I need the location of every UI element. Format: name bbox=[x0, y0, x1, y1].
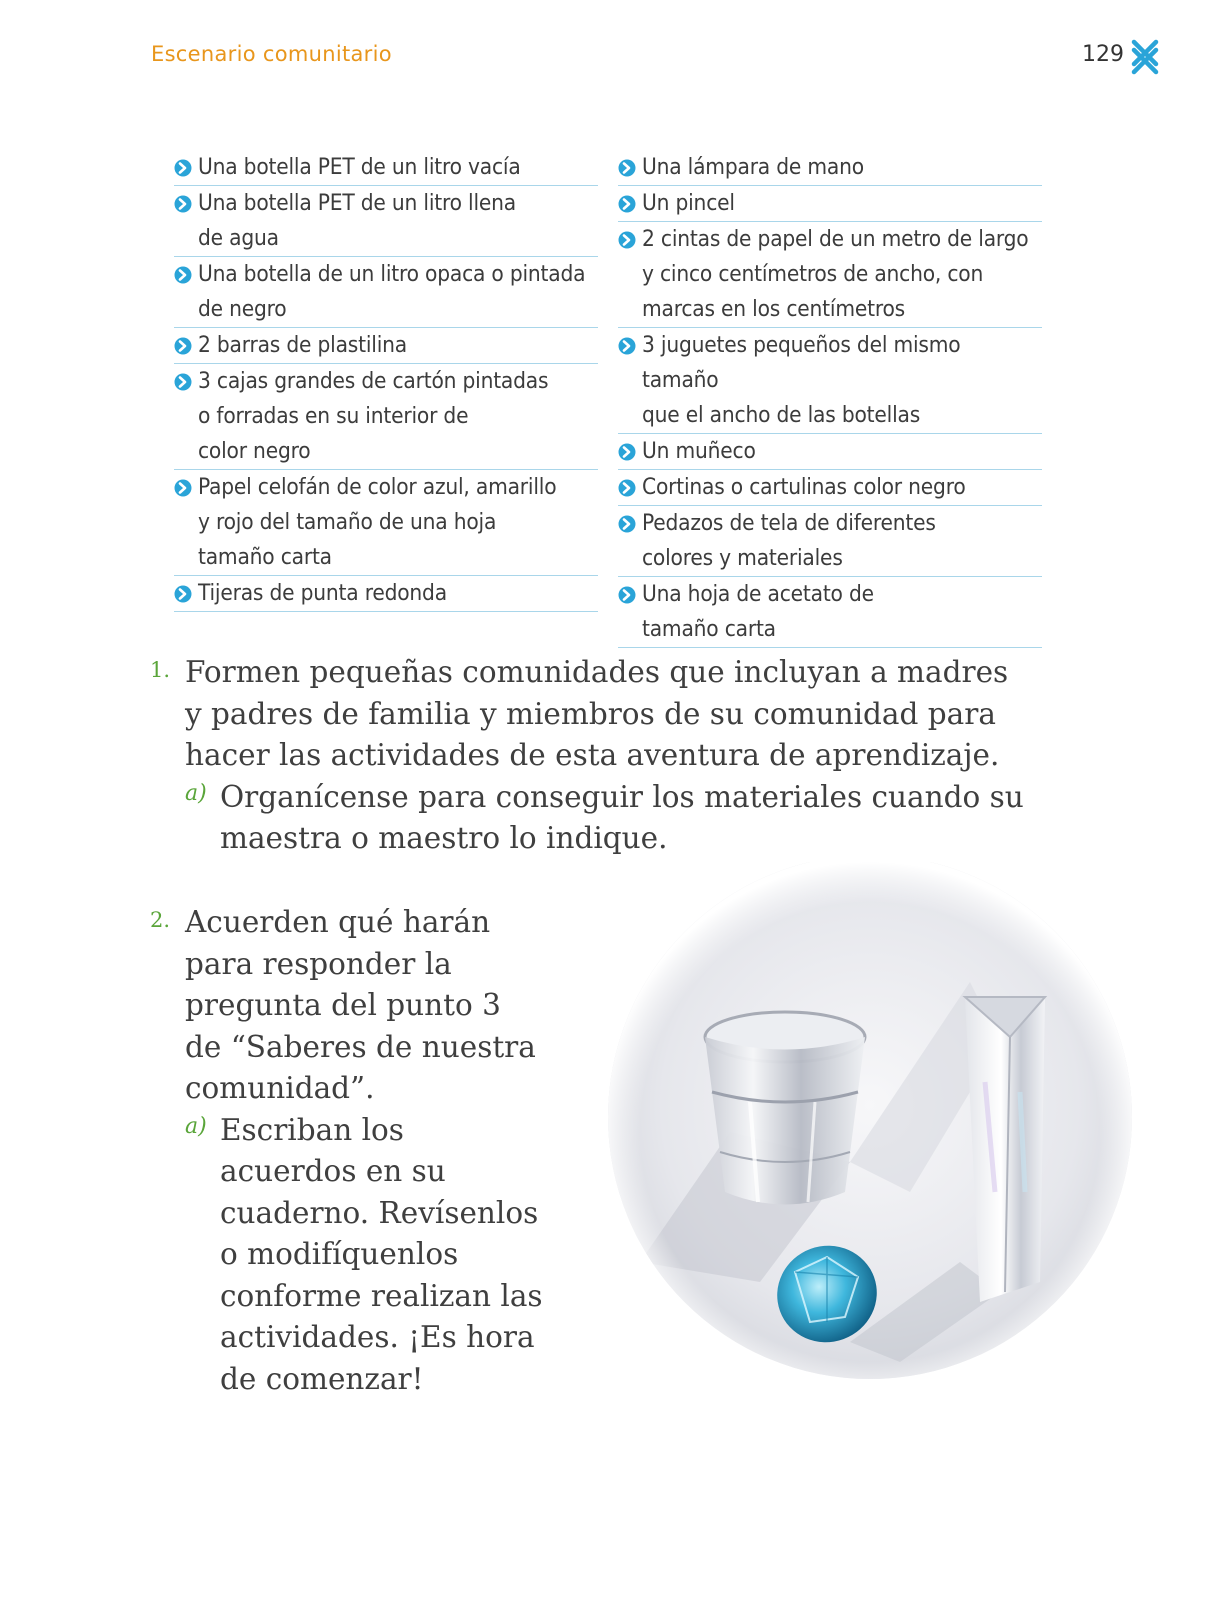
step-line: hacer las actividades de esta aventura de aprendizaje. bbox=[185, 738, 1000, 772]
step-number: 2. bbox=[150, 908, 171, 932]
chevron-right-icon bbox=[174, 585, 192, 603]
chevron-right-icon bbox=[618, 231, 636, 249]
section-title: Escenario comunitario bbox=[151, 42, 392, 66]
step-line: y padres de familia y miembros de su comunidad para bbox=[185, 696, 996, 731]
chevron-right-icon bbox=[618, 337, 636, 355]
step-line: de comenzar! bbox=[220, 1361, 424, 1396]
step-line: conforme realizan las bbox=[220, 1278, 543, 1313]
chevron-right-icon bbox=[618, 443, 636, 461]
step-text bbox=[185, 902, 570, 1110]
material-line: 2 cintas de papel de un metro de largo bbox=[642, 226, 1029, 252]
material-line: o forradas en su interior de bbox=[198, 403, 469, 429]
material-line: Una lámpara de mano bbox=[642, 154, 864, 180]
material-item bbox=[618, 222, 1042, 328]
step-number: 1. bbox=[150, 658, 171, 682]
material-line: colores y materiales bbox=[642, 545, 843, 571]
material-item bbox=[618, 328, 1042, 434]
substep-text bbox=[220, 1110, 570, 1401]
chevron-right-icon bbox=[174, 195, 192, 213]
step-line: o modifíquenlos bbox=[220, 1237, 459, 1271]
material-item bbox=[174, 364, 598, 470]
step-1 bbox=[150, 652, 1050, 860]
chevron-right-icon bbox=[618, 159, 636, 177]
step-line: pregunta del punto 3 bbox=[185, 988, 501, 1022]
material-line: 2 barras de plastilina bbox=[198, 332, 407, 358]
step-2 bbox=[150, 902, 570, 1400]
material-line: Un muñeco bbox=[642, 438, 756, 464]
material-line: y cinco centímetros de ancho, con bbox=[642, 261, 984, 287]
materials-list-right bbox=[618, 150, 1042, 648]
material-item bbox=[618, 577, 1042, 648]
material-line: 3 cajas grandes de cartón pintadas bbox=[198, 368, 549, 394]
step-line: Escriban los bbox=[220, 1112, 404, 1147]
material-line: de agua bbox=[198, 225, 279, 251]
material-line: de negro bbox=[198, 296, 287, 322]
chevron-right-icon bbox=[618, 479, 636, 497]
material-item bbox=[174, 576, 598, 612]
chevron-right-icon bbox=[174, 337, 192, 355]
chevron-right-icon bbox=[618, 515, 636, 533]
step-line: de “Saberes de nuestra bbox=[185, 1029, 536, 1064]
substep-letter: a) bbox=[185, 780, 207, 806]
material-line: que el ancho de las botellas bbox=[642, 402, 921, 428]
chevron-right-icon bbox=[174, 266, 192, 284]
material-line: Tijeras de punta redonda bbox=[198, 580, 447, 606]
material-item bbox=[174, 150, 598, 186]
material-item bbox=[618, 506, 1042, 577]
material-item bbox=[174, 257, 598, 328]
material-item bbox=[618, 186, 1042, 222]
step-line: comunidad”. bbox=[185, 1071, 375, 1105]
material-line: Cortinas o cartulinas color negro bbox=[642, 474, 966, 500]
material-item bbox=[174, 186, 598, 257]
material-item bbox=[618, 434, 1042, 470]
step-line: Acuerden qué harán bbox=[185, 905, 491, 939]
material-line: Una botella PET de un litro llena bbox=[198, 190, 516, 216]
substep-a bbox=[185, 1110, 570, 1401]
material-item bbox=[618, 470, 1042, 506]
step-line: acuerdos en su bbox=[220, 1154, 446, 1188]
material-line: 3 juguetes pequeños del mismo tamaño bbox=[642, 332, 961, 393]
material-line: Papel celofán de color azul, amarillo bbox=[198, 474, 557, 500]
step-line: Formen pequeñas comunidades que incluyan a madres bbox=[185, 655, 1009, 689]
step-line: cuaderno. Revísenlos bbox=[220, 1195, 539, 1230]
substep-text bbox=[220, 777, 1050, 860]
substep-letter: a) bbox=[185, 1113, 207, 1139]
material-item bbox=[174, 470, 598, 576]
material-line: Una hoja de acetato de bbox=[642, 581, 874, 607]
step-line: maestra o maestro lo indique. bbox=[220, 821, 668, 855]
materials-list-left bbox=[174, 150, 598, 612]
material-line: tamaño carta bbox=[198, 544, 332, 570]
chevron-right-icon bbox=[618, 195, 636, 213]
chevron-right-icon bbox=[174, 373, 192, 391]
material-line: Una botella PET de un litro vacía bbox=[198, 154, 521, 180]
chevron-right-icon bbox=[174, 479, 192, 497]
material-item bbox=[618, 150, 1042, 186]
step-line: actividades. ¡Es hora bbox=[220, 1320, 535, 1354]
chevron-right-icon bbox=[618, 586, 636, 604]
step-line: para responder la bbox=[185, 946, 452, 981]
material-line: marcas en los centímetros bbox=[642, 296, 905, 322]
material-line: Una botella de un litro opaca o pintada bbox=[198, 261, 586, 287]
substep-a bbox=[185, 777, 1050, 860]
photo-glass-prism-gem bbox=[600, 862, 1140, 1402]
material-line: Pedazos de tela de diferentes bbox=[642, 510, 936, 536]
material-line: y rojo del tamaño de una hoja bbox=[198, 509, 497, 535]
step-text bbox=[185, 652, 1050, 777]
chevron-right-icon bbox=[174, 159, 192, 177]
page-number: 129 bbox=[1082, 42, 1124, 67]
step-line: Organícense para conseguir los materiales cuando su bbox=[220, 779, 1024, 814]
material-line: Un pincel bbox=[642, 190, 735, 216]
material-line: color negro bbox=[198, 438, 311, 464]
knot-logo-icon bbox=[1128, 38, 1162, 76]
material-line: tamaño carta bbox=[642, 616, 776, 642]
material-item bbox=[174, 328, 598, 364]
